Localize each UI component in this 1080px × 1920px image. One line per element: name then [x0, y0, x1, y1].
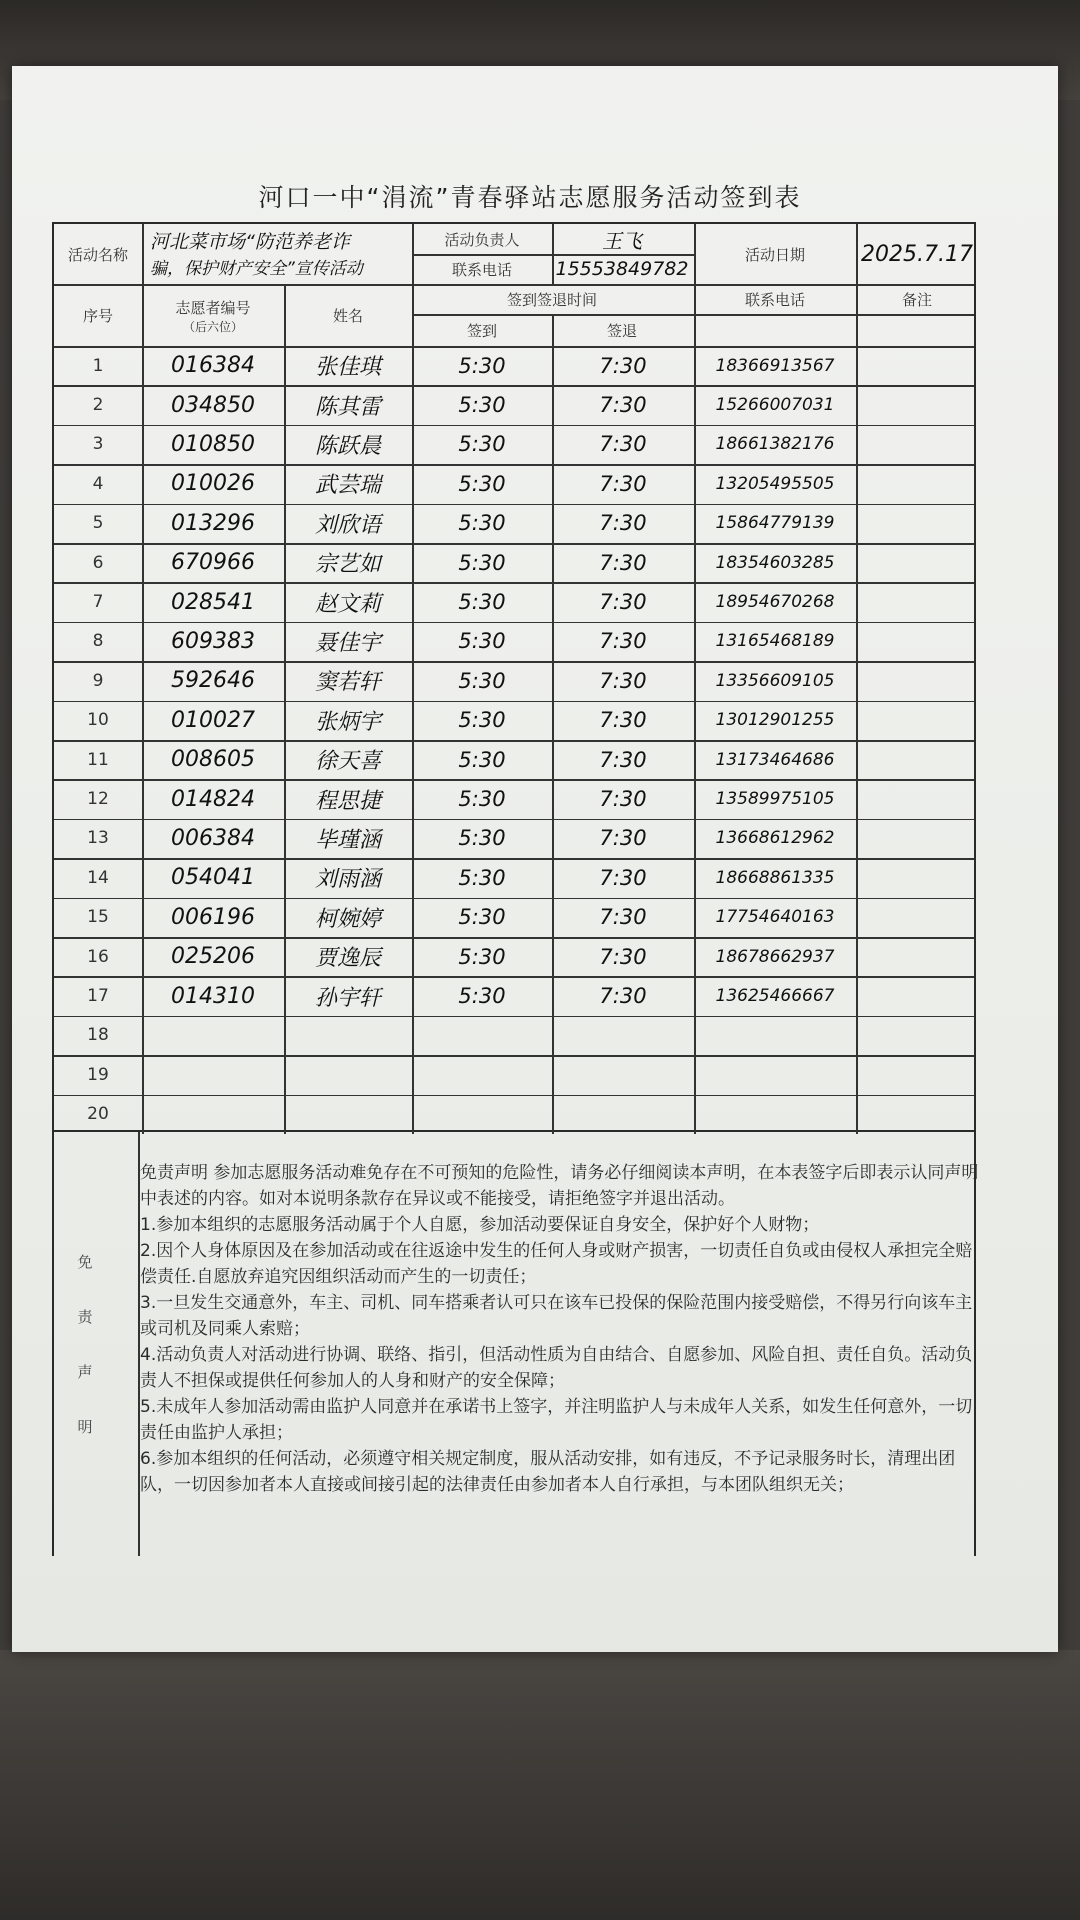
row-sign-out: 7:30: [599, 353, 647, 378]
row-name: 陈跃晨: [314, 433, 381, 459]
row-sign-in: 5:30: [458, 865, 506, 890]
row-phone: 13668612962: [715, 828, 835, 849]
row-sign-in: 5:30: [458, 432, 506, 457]
row-name: 聂佳宇: [314, 630, 381, 656]
row-sign-out: 7:30: [599, 747, 647, 772]
disclaimer-clause: 5.未成年人参加活动需由监护人同意并在承诺书上签字，并注明监护人与未成年人关系，如发生任何意外，一切责任由监护人承担；: [140, 1397, 973, 1443]
row-seq: 7: [92, 592, 104, 613]
row-sign-in: [412, 1016, 552, 1055]
row-volunteer-id: 592646: [171, 668, 255, 694]
row-remark: [856, 858, 974, 897]
disclaimer-intro: 免责声明 参加志愿服务活动难免存在不可预知的危险性，请务必仔细阅读本声明，在本表签字后即表示认同声明中表述的内容。如对本说明条款存在异议或不能接受，请拒绝签字并退出活动。: [140, 1163, 979, 1209]
row-sign-out: 7:30: [599, 393, 647, 418]
row-volunteer-id: 054041: [171, 865, 255, 891]
row-sign-out: [552, 1095, 694, 1134]
row-remark: [856, 543, 974, 582]
row-remark: [856, 779, 974, 818]
row-sign-in: 5:30: [458, 826, 506, 851]
col-phone-header: 联系电话: [744, 290, 805, 309]
col-signout-header: 签退: [606, 321, 637, 340]
disclaimer-text: [140, 1160, 980, 1498]
row-remark: [856, 464, 974, 503]
table-gridline: [142, 224, 144, 284]
row-seq: 13: [87, 828, 109, 849]
disclaimer-clause: 2.因个人身体原因及在参加活动或在往返途中发生的任何人身或财产损害，一切责任自负或由侵权人承担完全赔偿责任.自愿放弃追究因组织活动而产生的一切责任；: [140, 1241, 973, 1287]
row-volunteer-id: 008605: [171, 747, 255, 773]
disclaimer-clause: 3.一旦发生交通意外，车主、司机、同车搭乘者认可只在该车已投保的保险范围内接受赔偿，不得另行向该车主或司机及同乘人索赔；: [140, 1293, 973, 1339]
row-volunteer-id: 006196: [171, 904, 255, 930]
col-remark-header: 备注: [901, 290, 932, 309]
row-sign-in: 5:30: [458, 708, 506, 733]
row-seq: 11: [87, 749, 109, 770]
row-phone: 13205495505: [715, 473, 835, 494]
row-remark: [856, 425, 974, 464]
row-sign-out: 7:30: [599, 865, 647, 890]
col-time-group-header: 签到签退时间: [506, 290, 597, 309]
row-remark: [856, 1095, 974, 1134]
row-name: [284, 1055, 412, 1094]
row-name: 宗艺如: [314, 552, 381, 578]
row-seq: 18: [87, 1025, 109, 1046]
row-sign-in: 5:30: [458, 393, 506, 418]
row-phone: [694, 1095, 856, 1134]
row-sign-out: 7:30: [599, 432, 647, 457]
row-seq: 4: [92, 473, 104, 494]
row-volunteer-id: 034850: [171, 392, 255, 418]
row-volunteer-id: 010850: [171, 431, 255, 457]
activity-name-value-line2: 骗，保护财产安全”宣传活动: [150, 258, 363, 279]
row-sign-out: 7:30: [599, 905, 647, 930]
leader-phone-value: 15553849782: [555, 258, 689, 280]
date-value: 2025.7.17: [861, 241, 973, 267]
row-sign-out: 7:30: [599, 629, 647, 654]
row-name: 孙宇轩: [314, 985, 381, 1011]
row-volunteer-id: [142, 1095, 284, 1134]
row-seq: 10: [87, 710, 109, 731]
date-label: 活动日期: [744, 245, 805, 264]
row-sign-in: [412, 1055, 552, 1094]
row-seq: 15: [87, 907, 109, 928]
row-sign-out: 7:30: [599, 787, 647, 812]
row-name: 程思捷: [314, 788, 381, 814]
background-floor: [0, 1650, 1080, 1920]
row-sign-in: 5:30: [458, 984, 506, 1009]
row-phone: [694, 1016, 856, 1055]
table-gridline: [54, 284, 974, 286]
row-volunteer-id: 010027: [171, 707, 255, 733]
row-volunteer-id: 014824: [171, 786, 255, 812]
row-phone: 13012901255: [715, 710, 835, 731]
row-sign-in: 5:30: [458, 629, 506, 654]
row-seq: 17: [87, 986, 109, 1007]
disclaimer-clause: 6.参加本组织的任何活动，必须遵守相关规定制度，服从活动安排，如有违反，不予记录服务时长，清理出团队，一切因参加者本人直接或间接引起的法律责任由参加者本人自行承担，与本团队组织无关；: [140, 1449, 956, 1495]
row-seq: 20: [87, 1104, 109, 1125]
row-sign-out: 7:30: [599, 826, 647, 851]
table-gridline: [412, 224, 414, 284]
row-phone: 13165468189: [715, 631, 835, 652]
row-sign-in: [412, 1095, 552, 1134]
col-id-subheader: （后六位）: [182, 320, 243, 334]
row-volunteer-id: [142, 1016, 284, 1055]
row-remark: [856, 976, 974, 1015]
row-phone: 13173464686: [715, 749, 835, 770]
row-seq: 1: [92, 355, 104, 376]
leader-value: 王飞: [602, 228, 642, 253]
leader-label: 活动负责人: [444, 230, 520, 249]
row-sign-out: 7:30: [599, 511, 647, 536]
row-seq: 5: [92, 513, 104, 534]
row-phone: 17754640163: [715, 907, 835, 928]
row-sign-in: 5:30: [458, 668, 506, 693]
row-remark: [856, 1055, 974, 1094]
row-sign-in: 5:30: [458, 550, 506, 575]
row-volunteer-id: 014310: [171, 983, 255, 1009]
row-volunteer-id: [142, 1055, 284, 1094]
row-seq: 2: [92, 395, 104, 416]
disclaimer-clause: 1.参加本组织的志愿服务活动属于个人自愿，参加活动要保证自身安全，保护好个人财物；: [140, 1215, 820, 1235]
row-phone: 15864779139: [715, 513, 835, 534]
row-phone: 13356609105: [715, 670, 835, 691]
row-name: 赵文莉: [314, 591, 381, 617]
row-name: 张炳宇: [314, 709, 381, 735]
row-name: 徐天喜: [314, 749, 381, 775]
row-name: [284, 1095, 412, 1134]
row-sign-out: 7:30: [599, 668, 647, 693]
row-sign-in: 5:30: [458, 747, 506, 772]
row-name: 柯婉婷: [314, 906, 381, 932]
row-phone: 13589975105: [715, 789, 835, 810]
row-sign-out: 7:30: [599, 471, 647, 496]
row-sign-out: 7:30: [599, 708, 647, 733]
row-seq: 19: [87, 1064, 109, 1085]
row-volunteer-id: 006384: [171, 825, 255, 851]
row-name: 贾逸辰: [314, 946, 381, 972]
row-volunteer-id: 025206: [171, 944, 255, 970]
row-seq: 9: [92, 670, 104, 691]
row-sign-in: 5:30: [458, 787, 506, 812]
row-name: 窦若轩: [314, 670, 381, 696]
row-phone: 13625466667: [715, 986, 835, 1007]
row-volunteer-id: 013296: [171, 510, 255, 536]
row-phone: 18668861335: [715, 867, 835, 888]
row-sign-out: 7:30: [599, 984, 647, 1009]
col-id-header: 志愿者编号: [175, 298, 251, 317]
page-title: 河口一中“涓流”青春驿站志愿服务活动签到表: [258, 183, 802, 212]
row-phone: 18661382176: [715, 434, 835, 455]
row-sign-in: 5:30: [458, 511, 506, 536]
row-remark: [856, 701, 974, 740]
row-seq: 14: [87, 867, 109, 888]
row-sign-in: 5:30: [458, 353, 506, 378]
row-name: 张佳琪: [314, 355, 381, 381]
row-sign-out: 7:30: [599, 944, 647, 969]
row-sign-in: 5:30: [458, 905, 506, 930]
disclaimer-side-char: 责: [77, 1308, 93, 1326]
row-volunteer-id: 016384: [171, 353, 255, 379]
row-sign-in: 5:30: [458, 471, 506, 496]
col-signin-header: 签到: [466, 321, 497, 340]
disclaimer-side-char: 免: [77, 1253, 93, 1271]
row-phone: 18366913567: [715, 355, 835, 376]
activity-name-value-line1: 河北菜市场“防范养老诈: [150, 230, 350, 253]
table-gridline: [552, 224, 554, 284]
row-remark: [856, 582, 974, 621]
col-seq-header: 序号: [82, 306, 113, 325]
row-name: 武芸瑞: [314, 473, 381, 499]
row-volunteer-id: 010026: [171, 471, 255, 497]
row-remark: [856, 819, 974, 858]
row-volunteer-id: 609383: [171, 628, 255, 654]
row-seq: 16: [87, 946, 109, 967]
row-remark: [856, 661, 974, 700]
row-remark: [856, 937, 974, 976]
row-sign-in: 5:30: [458, 590, 506, 615]
row-phone: 15266007031: [715, 395, 835, 416]
disclaimer-side-label: [54, 1132, 116, 1556]
row-seq: 8: [92, 631, 104, 652]
row-volunteer-id: 028541: [171, 589, 255, 615]
table-gridline: [694, 224, 696, 284]
row-seq: 12: [87, 789, 109, 810]
disclaimer-side-char: 声: [77, 1363, 93, 1381]
row-remark: [856, 622, 974, 661]
row-remark: [856, 898, 974, 937]
row-seq: 3: [92, 434, 104, 455]
row-name: [284, 1016, 412, 1055]
row-name: 刘欣语: [314, 512, 381, 538]
activity-name-label: 活动名称: [67, 245, 128, 264]
row-sign-out: [552, 1016, 694, 1055]
disclaimer-clause: 4.活动负责人对活动进行协调、联络、指引，但活动性质为自由结合、自愿参加、风险自担、责任自负。活动负责人不担保或提供任何参加人的人身和财产的安全保障；: [140, 1345, 973, 1391]
row-phone: 18954670268: [715, 592, 835, 613]
sign-in-table: [52, 222, 976, 1132]
row-remark: [856, 740, 974, 779]
disclaimer-side-char: 明: [77, 1418, 93, 1436]
table-gridline: [856, 224, 858, 284]
row-remark: [856, 385, 974, 424]
table-gridline: [694, 314, 974, 316]
row-name: 刘雨涵: [314, 867, 381, 893]
row-name: 毕瑾涵: [314, 827, 381, 853]
row-remark: [856, 346, 974, 385]
row-phone: [694, 1055, 856, 1094]
row-remark: [856, 504, 974, 543]
row-phone: 18678662937: [715, 946, 835, 967]
row-sign-in: 5:30: [458, 944, 506, 969]
row-volunteer-id: 670966: [171, 550, 255, 576]
row-sign-out: 7:30: [599, 590, 647, 615]
col-name-header: 姓名: [332, 306, 363, 325]
row-seq: 6: [92, 552, 104, 573]
phone-label: 联系电话: [451, 260, 512, 279]
row-sign-out: 7:30: [599, 550, 647, 575]
row-phone: 18354603285: [715, 552, 835, 573]
row-sign-out: [552, 1055, 694, 1094]
row-name: 陈其雷: [314, 394, 381, 420]
row-remark: [856, 1016, 974, 1055]
